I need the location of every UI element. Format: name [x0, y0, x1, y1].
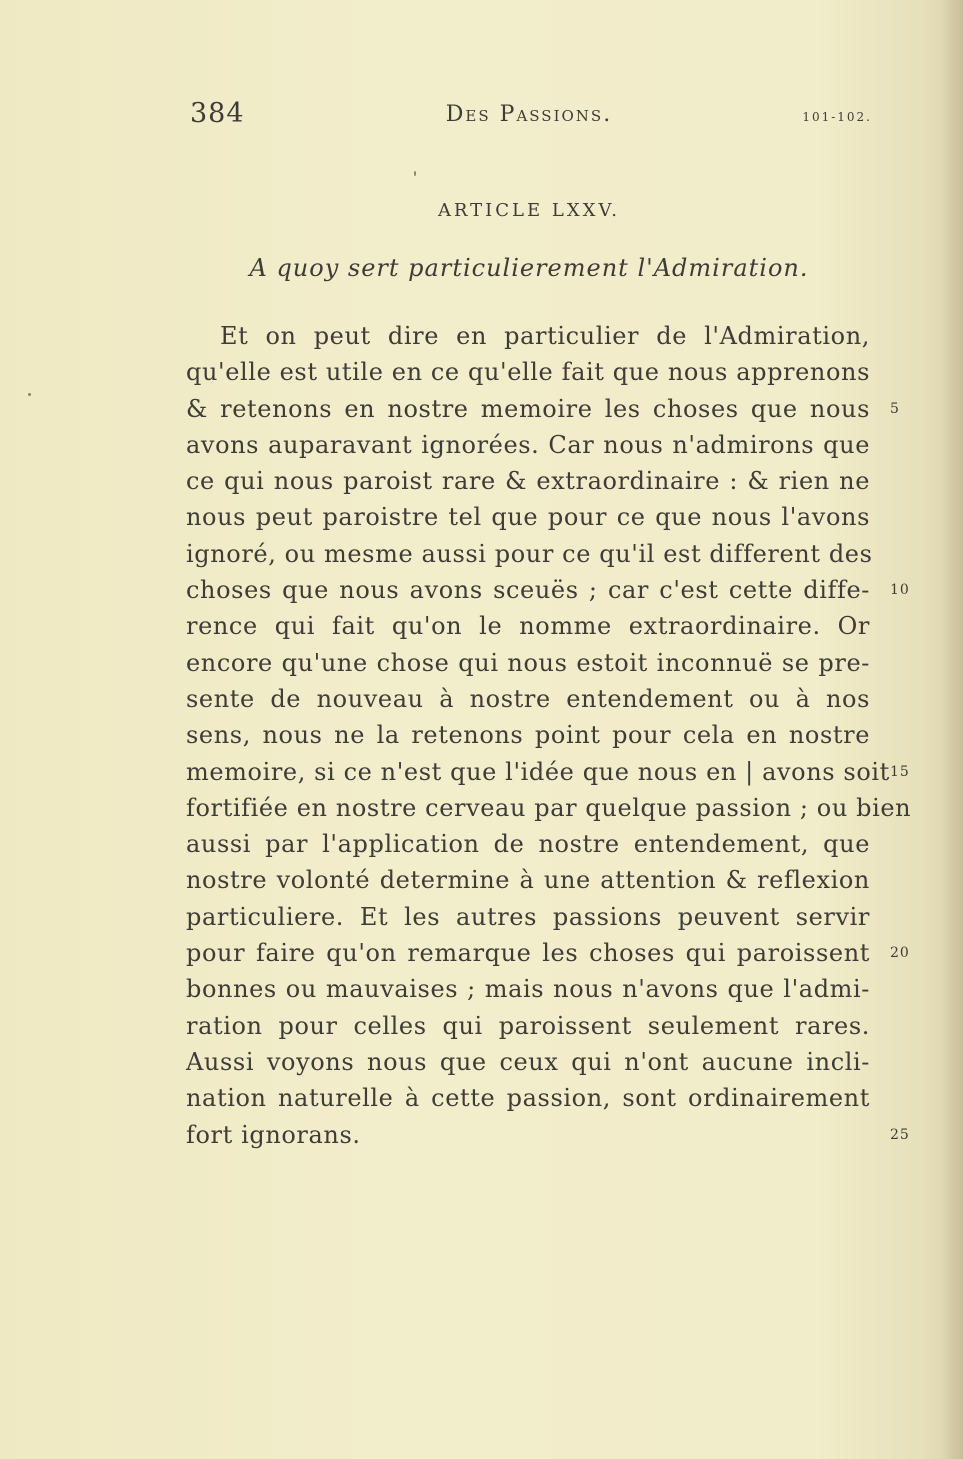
text-line: particuliere. Et les autres passions peuvent servir: [186, 902, 870, 931]
page-edge-shadow: [941, 0, 963, 1459]
text-line: sens, nous ne la retenons point pour cela en nostre: [186, 721, 870, 750]
page-header: [186, 98, 872, 138]
text-line: qu'elle est utile en ce qu'elle fait que nous apprenons: [186, 358, 870, 387]
margin-line-number: 15: [890, 763, 910, 780]
text-line: & retenons en nostre memoire les choses que nous: [186, 394, 870, 423]
text-line: encore qu'une chose qui nous estoit inconnuë se pre-: [186, 648, 870, 677]
text-line: nation naturelle à cette passion, sont ordinairement: [186, 1084, 870, 1113]
paper-speck: [28, 393, 31, 396]
text-line: nostre volonté determine à une attention & reflexion: [186, 866, 870, 895]
running-title: Des Passions.: [445, 102, 613, 127]
margin-line-number: 20: [890, 945, 910, 962]
margin-line-number: 25: [890, 1126, 910, 1143]
text-line: Et on peut dire en particulier de l'Admiration,: [220, 322, 870, 350]
text-line: fort ignorans.: [186, 1120, 361, 1149]
text-line: aussi par l'application de nostre entendement, que: [186, 830, 870, 859]
text-line: choses que nous avons sceuës ; car c'est cette diffe-: [186, 576, 870, 605]
margin-line-number: 5: [890, 400, 900, 417]
page-number: 384: [190, 98, 245, 129]
paper-speck: [414, 171, 416, 176]
text-line: Aussi voyons nous que ceux qui n'ont aucune incli-: [186, 1047, 870, 1076]
text-line: nous peut paroistre tel que pour ce que nous l'avons: [186, 503, 870, 532]
text-line: fortifiée en nostre cerveau par quelque passion ; ou bien: [186, 793, 912, 822]
text-line: memoire, si ce n'est que l'idée que nous en | avons soit: [186, 757, 890, 786]
article-title: ARTICLE LXXV.: [437, 200, 621, 221]
folio-reference: 101-102.: [802, 110, 872, 124]
text-line: avons auparavant ignorées. Car nous n'admirons que: [186, 430, 870, 459]
text-line: pour faire qu'on remarque les choses qui paroissent: [186, 939, 870, 968]
text-line: sente de nouveau à nostre entendement ou à nos: [186, 684, 870, 713]
text-line: ration pour celles qui paroissent seulement rares.: [186, 1011, 870, 1040]
margin-line-number: 10: [890, 582, 910, 599]
text-line: bonnes ou mauvaises ; mais nous n'avons que l'admi-: [186, 975, 870, 1004]
text-line: ignoré, ou mesme aussi pour ce qu'il est different des: [186, 539, 873, 568]
text-line: rence qui fait qu'on le nomme extraordinaire. Or: [186, 612, 870, 641]
text-line: ce qui nous paroist rare & extraordinaire : & rien ne: [186, 467, 870, 496]
article-subtitle: A quoy sert particulierement l'Admiration.: [249, 254, 809, 282]
